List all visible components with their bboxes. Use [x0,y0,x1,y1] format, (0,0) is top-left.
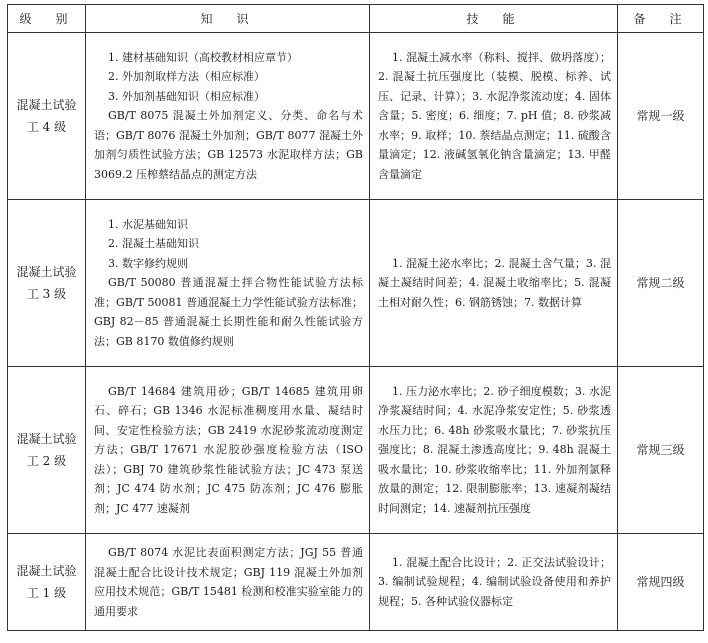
skill-cell: 1. 混凝土泌水率比；2. 混凝土含气量；3. 混凝土凝结时间差；4. 混凝土收缩率比；5. 混凝土相对耐久性；6. 钢筋锈蚀；7. 数据计算 [370,200,618,367]
table-row [8,534,704,631]
knowledge-standards: GB/T 8074 水泥比表面积测定方法；JGJ 55 普通混凝土配合比设计技术规定；GBJ 119 混凝土外加剂应用技术规范；GB/T 15481 检测和校准实验室能力的通用要求 [94,546,363,618]
knowledge-cell [86,367,370,534]
skill-cell: 1. 混凝土配合比设计；2. 正交法试验设计；3. 编制试验规程；4. 编制试验设备使用和养护规程；5. 各种试验仪器标定 [370,534,618,631]
level-cell: 混凝土试验工 1 级 [8,534,86,631]
skill-cell: 1. 混凝土减水率（称料、搅拌、做坍落度）；2. 混凝土抗压强度比（装模、脱模、标养、试压、记录、计算）；3. 水泥净浆流动度；4. 固体含量；5. 密度；6. 细度；7. pH 值；8. 砂浆减水率；9. 取样；10. 萘结晶点测定；11. 硫酸含量滴定；12. 液碱氢氧化钠含量滴定；13. 甲醛含量滴定 [370,33,618,200]
table-row [8,367,704,534]
knowledge-item: 1. 水泥基础知识 [108,217,188,231]
note-cell: 常规一级 [618,33,704,200]
header-level: 级 别 [8,5,86,33]
knowledge-item: 3. 数字修约规则 [108,256,188,270]
knowledge-item: 2. 混凝土基础知识 [108,237,199,251]
header-knowledge: 知 识 [86,5,370,33]
knowledge-item: 3. 外加剂基础知识（相应标准） [108,89,265,103]
knowledge-standards: GB/T 8075 混凝土外加剂定义、分类、命名与术语；GB/T 8076 混凝土外加剂；GB/T 8077 混凝土外加剂匀质性试验方法；GB 12573 水泥取样方法；GB 3069.2 压榨蔡结晶点的测定方法 [94,109,363,181]
table-row [8,200,704,367]
level-cell: 混凝土试验工 3 级 [8,200,86,367]
knowledge-cell [86,534,370,631]
level-cell: 混凝土试验工 4 级 [8,33,86,200]
note-cell: 常规三级 [618,367,704,534]
knowledge-standards: GB/T 50080 普通混凝土拌合物性能试验方法标准；GB/T 50081 普通混凝土力学性能试验方法标准；GBJ 82－85 普通混凝土长期性能和耐久性能试验方法；GB 8170 数值修约规则 [94,276,363,348]
knowledge-standards: GB/T 14684 建筑用砂；GB/T 14685 建筑用卵石、碎石；GB 1346 水泥标准稠度用水量、凝结时间、安定性检验方法；GB 2419 水泥砂浆流动度测定方法；GB/T 17671 水泥胶砂强度检验方法（ISO 法）；GBJ 70 建筑砂浆性能试验方法；JC 473 泵送剂；JC 474 防水剂；JC 475 防冻剂；JC 476 膨胀剂；JC 477 速凝剂 [94,384,363,515]
knowledge-cell [86,200,370,367]
knowledge-cell [86,33,370,200]
header-row [8,5,704,33]
note-cell: 常规四级 [618,534,704,631]
knowledge-item: 2. 外加剂取样方法（相应标准） [108,70,265,84]
table-row [8,33,704,200]
header-skill: 技 能 [370,5,618,33]
header-note: 备 注 [618,5,704,33]
standards-table [7,4,704,631]
level-cell: 混凝土试验工 2 级 [8,367,86,534]
skill-cell: 1. 压力泌水率比；2. 砂子细度模数；3. 水泥净浆凝结时间；4. 水泥净浆安定性；5. 砂浆透水压力比；6. 48h 砂浆吸水量比；7. 砂浆抗压强度比；8. 混凝土渗透高度比；9. 48h 混凝土吸水量比；10. 砂浆收缩率比；11. 外加剂氯释放量的测定；12. 限制膨胀率；13. 速凝剂凝结时间测定；14. 速凝剂抗压强度 [370,367,618,534]
knowledge-item: 1. 建材基础知识（高校教材相应章节） [108,50,298,64]
note-cell: 常规二级 [618,200,704,367]
